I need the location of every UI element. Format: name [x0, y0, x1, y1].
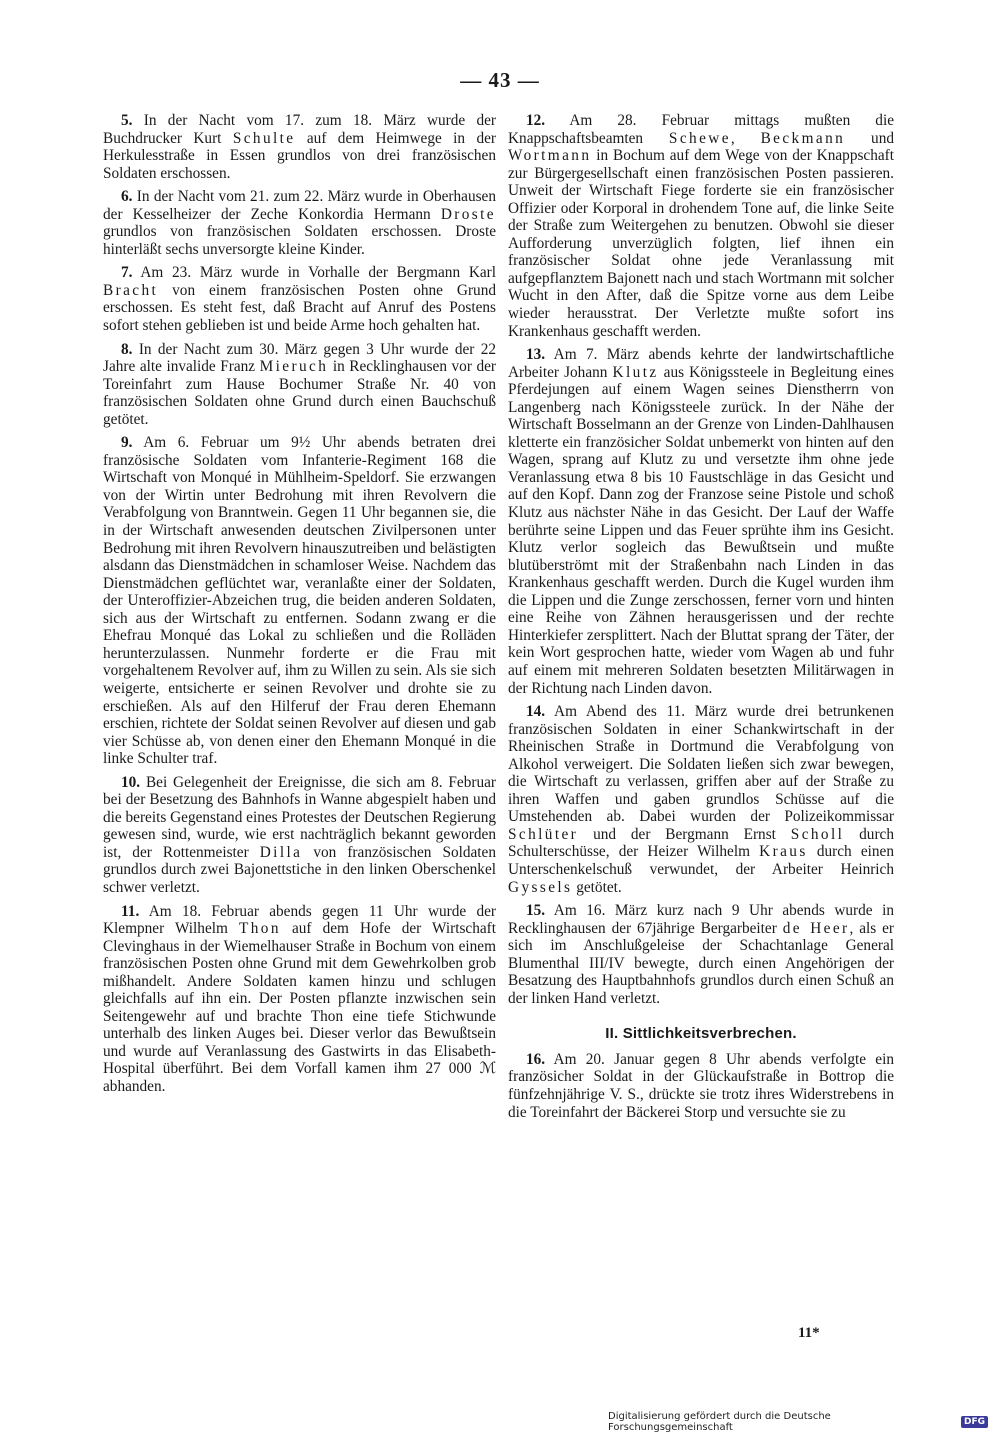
paragraph-8 [103, 341, 496, 429]
paragraph-text: und [845, 129, 894, 147]
paragraph-text: Am 20. Januar gegen 8 Uhr abends verfolgte ein französicher Soldat in der Glückaufstraße in Bottrop die fünfzehnjährige V. S., drückte sie trotz ihres Widerstrebens in die Toreinfahrt der Bäckerei Storp und versuchte sie zu [508, 1050, 894, 1121]
paragraph-number: 8. [121, 340, 133, 358]
printer-signature: 11* [798, 1325, 820, 1341]
paragraph-number: 15. [526, 902, 546, 920]
paragraph-number: 6. [121, 188, 133, 206]
paragraph-text: getötet. [572, 878, 622, 896]
person-name: Dilla [259, 843, 303, 861]
paragraph-text: Am 7. März abends kehrte der landwirtschaftliche Arbeiter Johann [508, 346, 894, 381]
digitization-footer [608, 1411, 988, 1433]
person-name: Mieruch [259, 358, 329, 376]
paragraph-text: durch Schulterschüsse, der Heizer Wilhelm [508, 825, 894, 861]
paragraph-text: auf dem Heimwege in der Herkulesstraße in Essen grundlos von drei französischen Soldaten erschossen. [103, 129, 496, 182]
paragraph-number: 9. [121, 434, 133, 452]
person-name: Kraus [759, 843, 808, 861]
left-column [103, 112, 496, 1102]
paragraph-text: Am 23. März wurde in Vorhalle der Bergmann Karl [132, 264, 496, 282]
paragraph-6 [103, 188, 496, 258]
paragraph-text: auf dem Hofe der Wirtschaft Clevinghaus in der Wiemelhauser Straße in Bochum von einem französischen Posten ohne Grund mit dem Gewehrkolben grob mißhandelt. Andere Soldaten kamen hinzu und schlugen gleichfalls auf ihn ein. Der Posten pflanzte inzwischen sein Seitengewehr auf und brachte Thon eine tiefe Stichwunde unterhalb des linken Auges bei. Dieser verlor das Bewußtsein und wurde auf Veranlassung des Gastwirts in das Elisabeth-Hospital überführt. Bei dem Vorfall kamen ihm 27 000 ℳ abhanden. [103, 920, 496, 1095]
paragraph-text: Am Abend des 11. März wurde drei betrunkenen französischen Soldaten in einer Schankwirtschaft in der Rheinischen Straße in Dortmund die Verabfolgung von Alkohol verweigert. Die Soldaten ließen sich zwar bewegen, die Wirtschaft zu verlassen, griffen aber auf der Straße zu ihren Waffen und gaben grundlos Schüsse auf die Umstehenden ab. Dabei wurden der Polizeikommissar [508, 703, 894, 826]
paragraph-13 [508, 346, 894, 697]
paragraph-text: in Bochum auf dem Wege von der Knappschaft zur Bürgergesellschaft einen französischen Posten passieren. Unweit der Wirtschaft Fiege forderte sie ein französischer Offizier oder Korporal in drohendem Tone auf, die linke Seite der Straße zum Weitergehen zu benutzen. Obwohl sie dieser Aufforderung unverzüglich folgten, lief ihnen ein französischer Soldat ohne jede Veranlassung mit aufgepflanztem Bajonett nach und stach Wortmann mit solcher Wucht in den After, daß die Spitze vorne aus dem Leibe wieder herausstrat. Der Verletzte mußte sofort ins Krankenhaus geschafft werden. [508, 147, 894, 340]
person-name: Gyssels [508, 878, 573, 896]
paragraph-7 [103, 264, 496, 334]
paragraph-text: In der Nacht vom 17. zum 18. März wurde der Buchdrucker Kurt [103, 112, 496, 147]
paragraph-text: aus Königssteele in Begleitung eines Pferdejungen auf einem Wagen seines Dienstherrn von Langenberg nach Königssteele zurück. In der Nähe der Wirtschaft Bosselmann an der Grenze von Linden-Dahlhausen kletterte ein französicher Soldat unbemerkt von hinten auf den Wagen, sprang auf Klutz zu und versetzte ihm ohne jede Veranlassung etwa 8 bis 10 Faustschläge in das Gesicht und auf den Kopf. Dann zog der Franzose seine Pistole und schoß Klutz aus nächster Nähe in das Gesicht. Der Lauf der Waffe berührte seine Lippen und das Feuer sprühte ihm ins Gesicht. Klutz verlor sogleich das Bewußtsein und mußte blutüberströmt mit der Straßenbahn nach Linden in das Krankenhaus geschafft werden. Durch die Kugel wurden ihm die Lippen und die Zunge zerschossen, ferner vorn und hinten eine Reihe von Zähnen herausgerissen und der rechte Hinterkiefer zersplittert. Nach der Bluttat sprang der Täter, der kein Wort gesprochen hatte, wieder vom Wagen ab und fuhr auf einem mit mehreren Soldaten besetzten Militärwagen in der Richtung nach Linden davon. [508, 363, 895, 697]
dfg-logo-badge: DFG [961, 1416, 988, 1428]
paragraph-text: durch einen Unterschenkelschuß verwundet, der Arbeiter Heinrich [508, 843, 894, 878]
paragraph-text: , [730, 129, 761, 147]
column-divider [503, 112, 504, 1322]
paragraph-text: Am 18. Februar abends gegen 11 Uhr wurde der Klempner Wilhelm [103, 902, 496, 938]
person-name: Thon [239, 920, 281, 938]
person-name: Droste [440, 205, 496, 223]
person-name: Schlüter [508, 825, 579, 843]
paragraph-number: 16. [526, 1050, 546, 1068]
paragraph-14 [508, 703, 894, 896]
paragraph-number: 13. [526, 346, 546, 364]
paragraph-16 [508, 1051, 894, 1121]
footer-text: Digitalisierung gefördert durch die Deutsche Forschungsgemeinschaft [608, 1411, 831, 1433]
paragraph-11 [103, 903, 496, 1096]
person-name: Scholl [790, 825, 845, 843]
paragraph-number: 10. [121, 773, 141, 791]
paragraph-number: 12. [526, 112, 546, 129]
paragraph-text: und der Bergmann Ernst [578, 825, 791, 843]
paragraph-number: 14. [526, 703, 546, 721]
page-number: — 43 — [460, 68, 540, 92]
paragraph-text: von französischen Soldaten grundlos durch zwei Bajonettstiche in den linken Oberschenkel schwer verletzt. [103, 843, 496, 896]
person-name: Beckmann [760, 129, 846, 147]
paragraph-text: Bei Gelegenheit der Ereignisse, die sich am 8. Februar bei der Besetzung des Bahnhofs in Wanne abgespielt haben und die bereits Gegenstand eines Protestes der Deutschen Regierung gewesen sind, wurde, wie erst nachträglich bekannt geworden ist, der Rottenmeister [103, 773, 496, 861]
person-name: Klutz [612, 363, 659, 381]
section-heading: II. Sittlichkeitsverbrechen. [605, 1025, 797, 1043]
paragraph-text: Am 28. Februar mittags mußten die Knappschaftsbeamten [508, 112, 894, 147]
paragraph-15 [508, 902, 894, 1007]
paragraph-number: 11. [121, 902, 140, 920]
person-name: de Heer [782, 919, 850, 937]
person-name: Schulte [232, 129, 296, 147]
right-column [508, 112, 894, 1127]
person-name: Wortmann [508, 147, 592, 165]
paragraph-text: von einem französischen Posten ohne Grund erschossen. Es steht fest, daß Bracht auf Anruf des Postens sofort stehen geblieben ist und beide Arme hoch gehalten hat. [103, 281, 496, 335]
paragraph-9 [103, 434, 496, 767]
paragraph-number: 7. [121, 264, 133, 282]
paragraph-text: , als er sich im Anschlußgeleise der Schachtanlage General Blumenthal III/IV bewegte, durch einen Angehörigen der Besatzung des Hauptbahnhofs grundlos durch einen Schuß an der linken Hand verletzt. [508, 919, 894, 1007]
person-name: Schewe [668, 129, 731, 147]
paragraph-10 [103, 774, 496, 897]
paragraph-12 [508, 112, 894, 340]
paragraph-text: In der Nacht vom 21. zum 22. März wurde in Oberhausen der Kesselheizer der Zeche Konkordia Hermann [103, 188, 496, 223]
paragraph-text: in Recklinghausen vor der Toreinfahrt zum Hause Bochumer Straße Nr. 40 von französischen Soldaten ohne Grund durch einen Bauchschuß getötet. [103, 358, 496, 428]
paragraph-number: 5. [121, 112, 133, 129]
paragraph-text: Am 6. Februar um 9½ Uhr abends betraten drei französische Soldaten vom Infanterie-Regiment 168 die Wirtschaft von Monqué in Mühlheim-Speldorf. Sie erzwangen von der Wirtin unter Bedrohung mit ihren Revolvern die Verabfolgung von Branntwein. Gegen 11 Uhr begannen sie, die in der Wirtschaft anwesenden deutschen Zivilpersonen unter Bedrohung mit ihren Revolvern hinauszutreiben und belästigten alsdann das Dienstmädchen in schamloser Weise. Nachdem das Dienstmädchen geflüchtet war, veranlaßte einer der Soldaten, der Unteroffizier-Abzeichen trug, die beiden anderen Soldaten, sich aus der Wirtschaft zu entfernen. Sodann zwang er die Ehefrau Monqué das Lokal zu schließen und die Rolläden herunterzulassen. Nunmehr forderte er die Frau mit vorgehaltenem Revolver auf, ihm zu Willen zu sein. Als sie sich weigerte, entsicherte er seinen Revolver und drohte sie zu erschießen. Als auf den Hilferuf der Frau deren Ehemann erschien, richtete der Soldat seinen Revolver auf diesen und gab vier Schüsse ab, von denen einer den Ehemann Monqué in die linke Schulter traf. [103, 434, 496, 768]
paragraph-text: Am 16. März kurz nach 9 Uhr abends wurde in Recklinghausen der 67jährige Bergarbeiter [508, 902, 894, 937]
paragraph-text: In der Nacht zum 30. März gegen 3 Uhr wurde der 22 Jahre alte invalide Franz [103, 340, 496, 376]
paragraph-text: grundlos von französischen Soldaten erschossen. Droste hinterläßt sechs unversorgte kleine Kinder. [103, 223, 496, 258]
person-name: Bracht [103, 281, 159, 299]
paragraph-5 [103, 112, 496, 182]
